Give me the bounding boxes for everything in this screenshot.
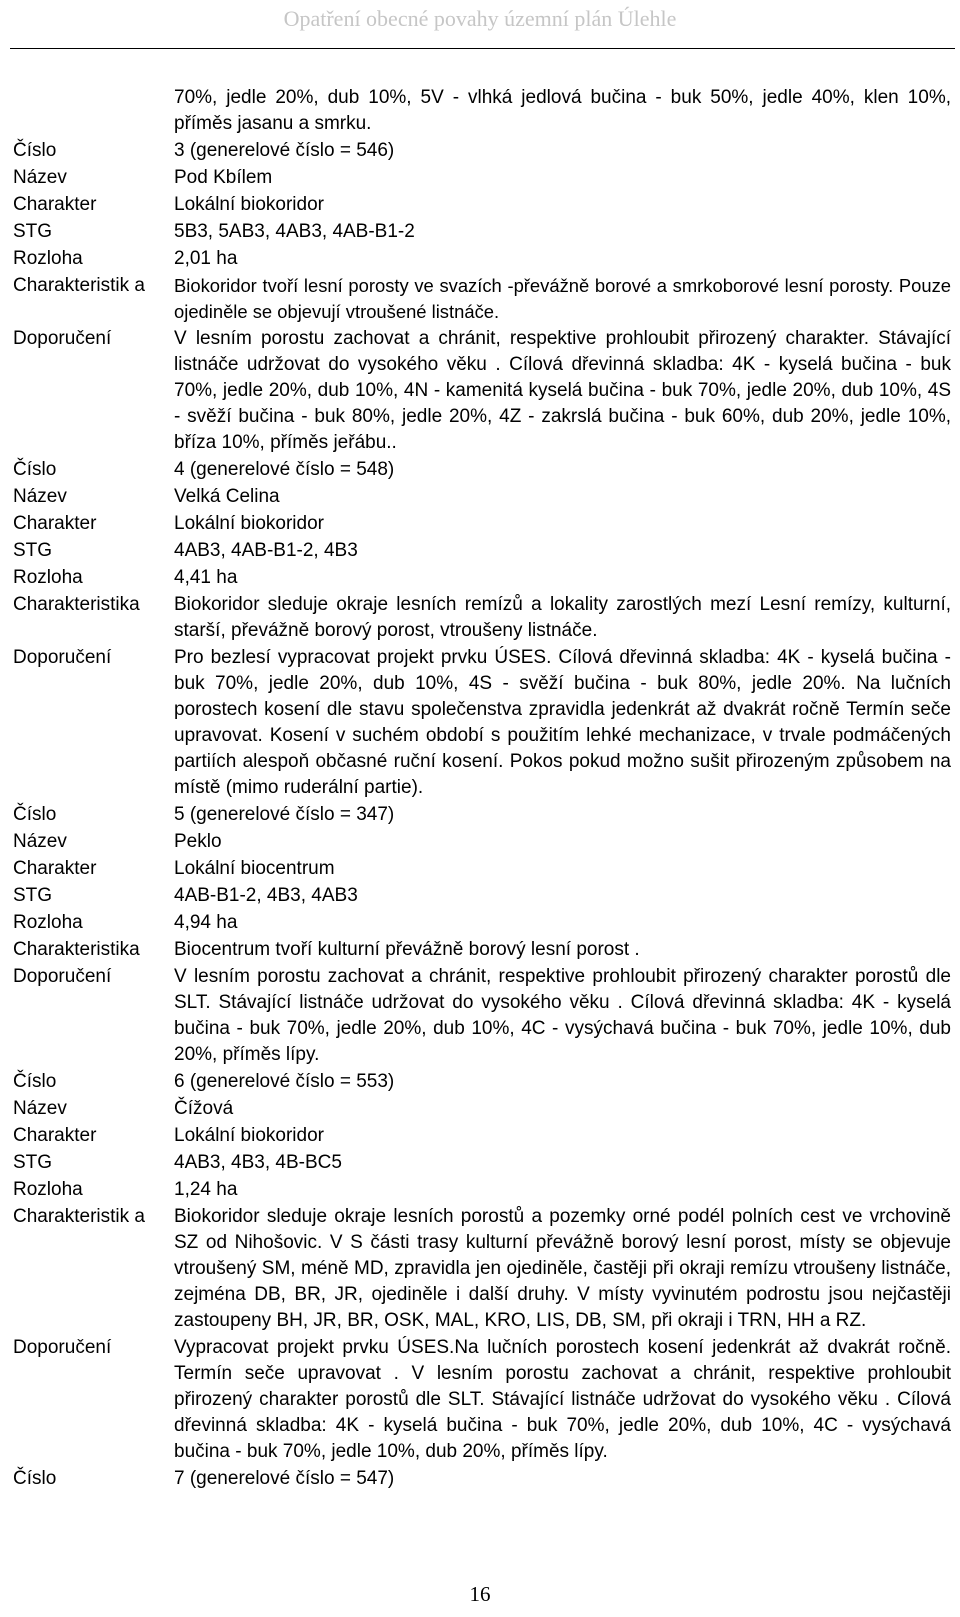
row-value: 7 (generelové číslo = 547) <box>170 1466 956 1493</box>
table-row <box>9 138 956 165</box>
table-row <box>9 1096 956 1123</box>
row-value: 4AB3, 4B3, 4B-BC5 <box>170 1150 956 1177</box>
uses-elements-table <box>8 84 956 1493</box>
table-row <box>9 538 956 565</box>
header-rule <box>10 48 955 49</box>
row-value: Biokoridor tvoří lesní porosty ve svazích -převážně borové a smrkoborové lesní porosty. Pouze ojediněle se objevují vtroušené listnáče. <box>170 273 956 326</box>
row-label: STG <box>9 219 170 246</box>
table-row <box>9 802 956 829</box>
table-row <box>9 645 956 802</box>
page-number: 16 <box>469 1582 491 1606</box>
row-value: Lokální biokoridor <box>170 511 956 538</box>
row-value: Pod Kbílem <box>170 165 956 192</box>
row-value: 4AB3, 4AB-B1-2, 4B3 <box>170 538 956 565</box>
table-row <box>9 165 956 192</box>
row-value: Biocentrum tvoří kulturní převážně borový lesní porost . <box>170 937 956 964</box>
table-row <box>9 219 956 246</box>
table-row <box>9 1123 956 1150</box>
row-label: Charakter <box>9 1123 170 1150</box>
row-value: 3 (generelové číslo = 546) <box>170 138 956 165</box>
table-row <box>9 565 956 592</box>
row-value: 5 (generelové číslo = 347) <box>170 802 956 829</box>
table-row <box>9 457 956 484</box>
row-value: Čížová <box>170 1096 956 1123</box>
table-row <box>9 964 956 1069</box>
row-value: 4,94 ha <box>170 910 956 937</box>
row-label: Číslo <box>9 802 170 829</box>
row-label: Doporučení <box>9 645 170 802</box>
row-value: Lokální biokoridor <box>170 1123 956 1150</box>
row-value: Vypracovat projekt prvku ÚSES.Na lučních porostech kosení jedenkrát až dvakrát ročně. Termín seče upravovat . V lesním porostu zachovat a chránit, respektive prohloubit přirozený charakter porostů dle SLT. Stávající listnáče udržovat do vysokého věku . Cílová dřevinná skladba: 4K - kyselá bučina - buk 70%, jedle 20%, dub 10%, 4C - vysýchavá bučina - buk 70%, jedle 10%, dub 20%, příměs lípy. <box>170 1335 956 1466</box>
table-row <box>9 85 956 138</box>
row-value: 4AB-B1-2, 4B3, 4AB3 <box>170 883 956 910</box>
table-row <box>9 910 956 937</box>
row-label: Název <box>9 165 170 192</box>
table-row <box>9 1069 956 1096</box>
row-label: Charakteristik a <box>9 1204 170 1335</box>
row-value: 4,41 ha <box>170 565 956 592</box>
row-label: Číslo <box>9 138 170 165</box>
row-label: Charakter <box>9 511 170 538</box>
row-label: Číslo <box>9 1466 170 1493</box>
table-row <box>9 273 956 326</box>
row-label: Charakteristik a <box>9 273 170 326</box>
row-value: 1,24 ha <box>170 1177 956 1204</box>
row-value: 4 (generelové číslo = 548) <box>170 457 956 484</box>
table-row <box>9 856 956 883</box>
row-label: Doporučení <box>9 1335 170 1466</box>
row-value: 6 (generelové číslo = 553) <box>170 1069 956 1096</box>
row-value: Biokoridor sleduje okraje lesních remízů a lokality zarostlých mezí Lesní remízy, kulturní, starší, převážně borový porost, vtroušeny listnáče. <box>170 592 956 645</box>
table-row <box>9 484 956 511</box>
row-label: Rozloha <box>9 246 170 273</box>
row-value: 5B3, 5AB3, 4AB3, 4AB-B1-2 <box>170 219 956 246</box>
row-value: V lesním porostu zachovat a chránit, respektive prohloubit přirozený charakter. Stávající listnáče udržovat do vysokého věku . Cílová dřevinná skladba: 4K - kyselá bučina - buk 70%, jedle 20%, dub 10%, 4N - kamenitá kyselá bučina - buk 70%, jedle 20%, dub 10%, 4S - svěží bučina - buk 80%, jedle 20%, 4Z - zakrslá bučina - buk 60%, dub 20%, jedle 10%, bříza 10%, příměs jeřábu.. <box>170 326 956 457</box>
table-row <box>9 1177 956 1204</box>
table-row <box>9 1150 956 1177</box>
row-label: Charakteristika <box>9 937 170 964</box>
row-value: Lokální biokoridor <box>170 192 956 219</box>
table-row <box>9 829 956 856</box>
table-row <box>9 937 956 964</box>
row-label: STG <box>9 1150 170 1177</box>
table-row <box>9 592 956 645</box>
row-value: V lesním porostu zachovat a chránit, respektive prohloubit přirozený charakter porostů dle SLT. Stávající listnáče udržovat do vysokého věku . Cílová dřevinná skladba: 4K - kyselá bučina - buk 70%, jedle 20%, dub 10%, 4C - vysýchavá bučina - buk 70%, jedle 10%, dub 20%, příměs lípy. <box>170 964 956 1069</box>
row-label <box>9 85 170 138</box>
row-value: Pro bezlesí vypracovat projekt prvku ÚSES. Cílová dřevinná skladba: 4K - kyselá bučina - buk 70%, jedle 20%, dub 10%, 4S - svěží bučina - buk 80%, jedle 20%. Na lučních porostech kosení dle stavu společenstva zpravidla jedenkrát až dvakrát ročně Termín seče upravovat. Kosení v suchém období s použitím lehké mechanizace, v trvale podmáčených partiích alespoň občasné ruční kosení. Pokos pokud možno sušit přirozeným způsobem na místě (mimo ruderální partie). <box>170 645 956 802</box>
row-label: Rozloha <box>9 1177 170 1204</box>
row-label: Název <box>9 829 170 856</box>
row-label: Číslo <box>9 457 170 484</box>
row-value: 70%, jedle 20%, dub 10%, 5V - vlhká jedlová bučina - buk 50%, jedle 40%, klen 10%, příměs jasanu a smrku. <box>170 85 956 138</box>
table-row <box>9 1335 956 1466</box>
table-row <box>9 192 956 219</box>
row-value: 2,01 ha <box>170 246 956 273</box>
row-label: Charakter <box>9 856 170 883</box>
table-row <box>9 246 956 273</box>
row-label: STG <box>9 883 170 910</box>
row-label: Číslo <box>9 1069 170 1096</box>
row-label: Název <box>9 1096 170 1123</box>
row-value: Biokoridor sleduje okraje lesních porostů a pozemky orné podél polních cest ve vrchovině SZ od Nihošovic. V S části trasy kulturní převážně borový lesní porost, místy se objevuje vtroušený SM, méně MD, zpravidla jen ojediněle, častěji při okraji remízu vtroušeny listnáče, zejména DB, BR, JR, ojediněle i další druhy. V místy vyvinutém podrostu jsou nejčastěji zastoupeny BH, JR, BR, OSK, MAL, KRO, LIS, DB, SM, při okraji i TRN, HH a RZ. <box>170 1204 956 1335</box>
row-label: Rozloha <box>9 910 170 937</box>
row-label: STG <box>9 538 170 565</box>
row-label: Doporučení <box>9 326 170 457</box>
table-row <box>9 511 956 538</box>
row-label: Doporučení <box>9 964 170 1069</box>
row-value: Velká Celina <box>170 484 956 511</box>
row-label: Název <box>9 484 170 511</box>
table-row <box>9 326 956 457</box>
row-label: Charakteristika <box>9 592 170 645</box>
page-header-title: Opatření obecné povahy územní plán Úlehle <box>283 6 677 31</box>
table-row <box>9 1466 956 1493</box>
table-row <box>9 883 956 910</box>
row-value: Lokální biocentrum <box>170 856 956 883</box>
table-row <box>9 1204 956 1335</box>
row-label: Charakter <box>9 192 170 219</box>
table-body <box>9 85 956 1493</box>
row-value: Peklo <box>170 829 956 856</box>
row-label: Rozloha <box>9 565 170 592</box>
